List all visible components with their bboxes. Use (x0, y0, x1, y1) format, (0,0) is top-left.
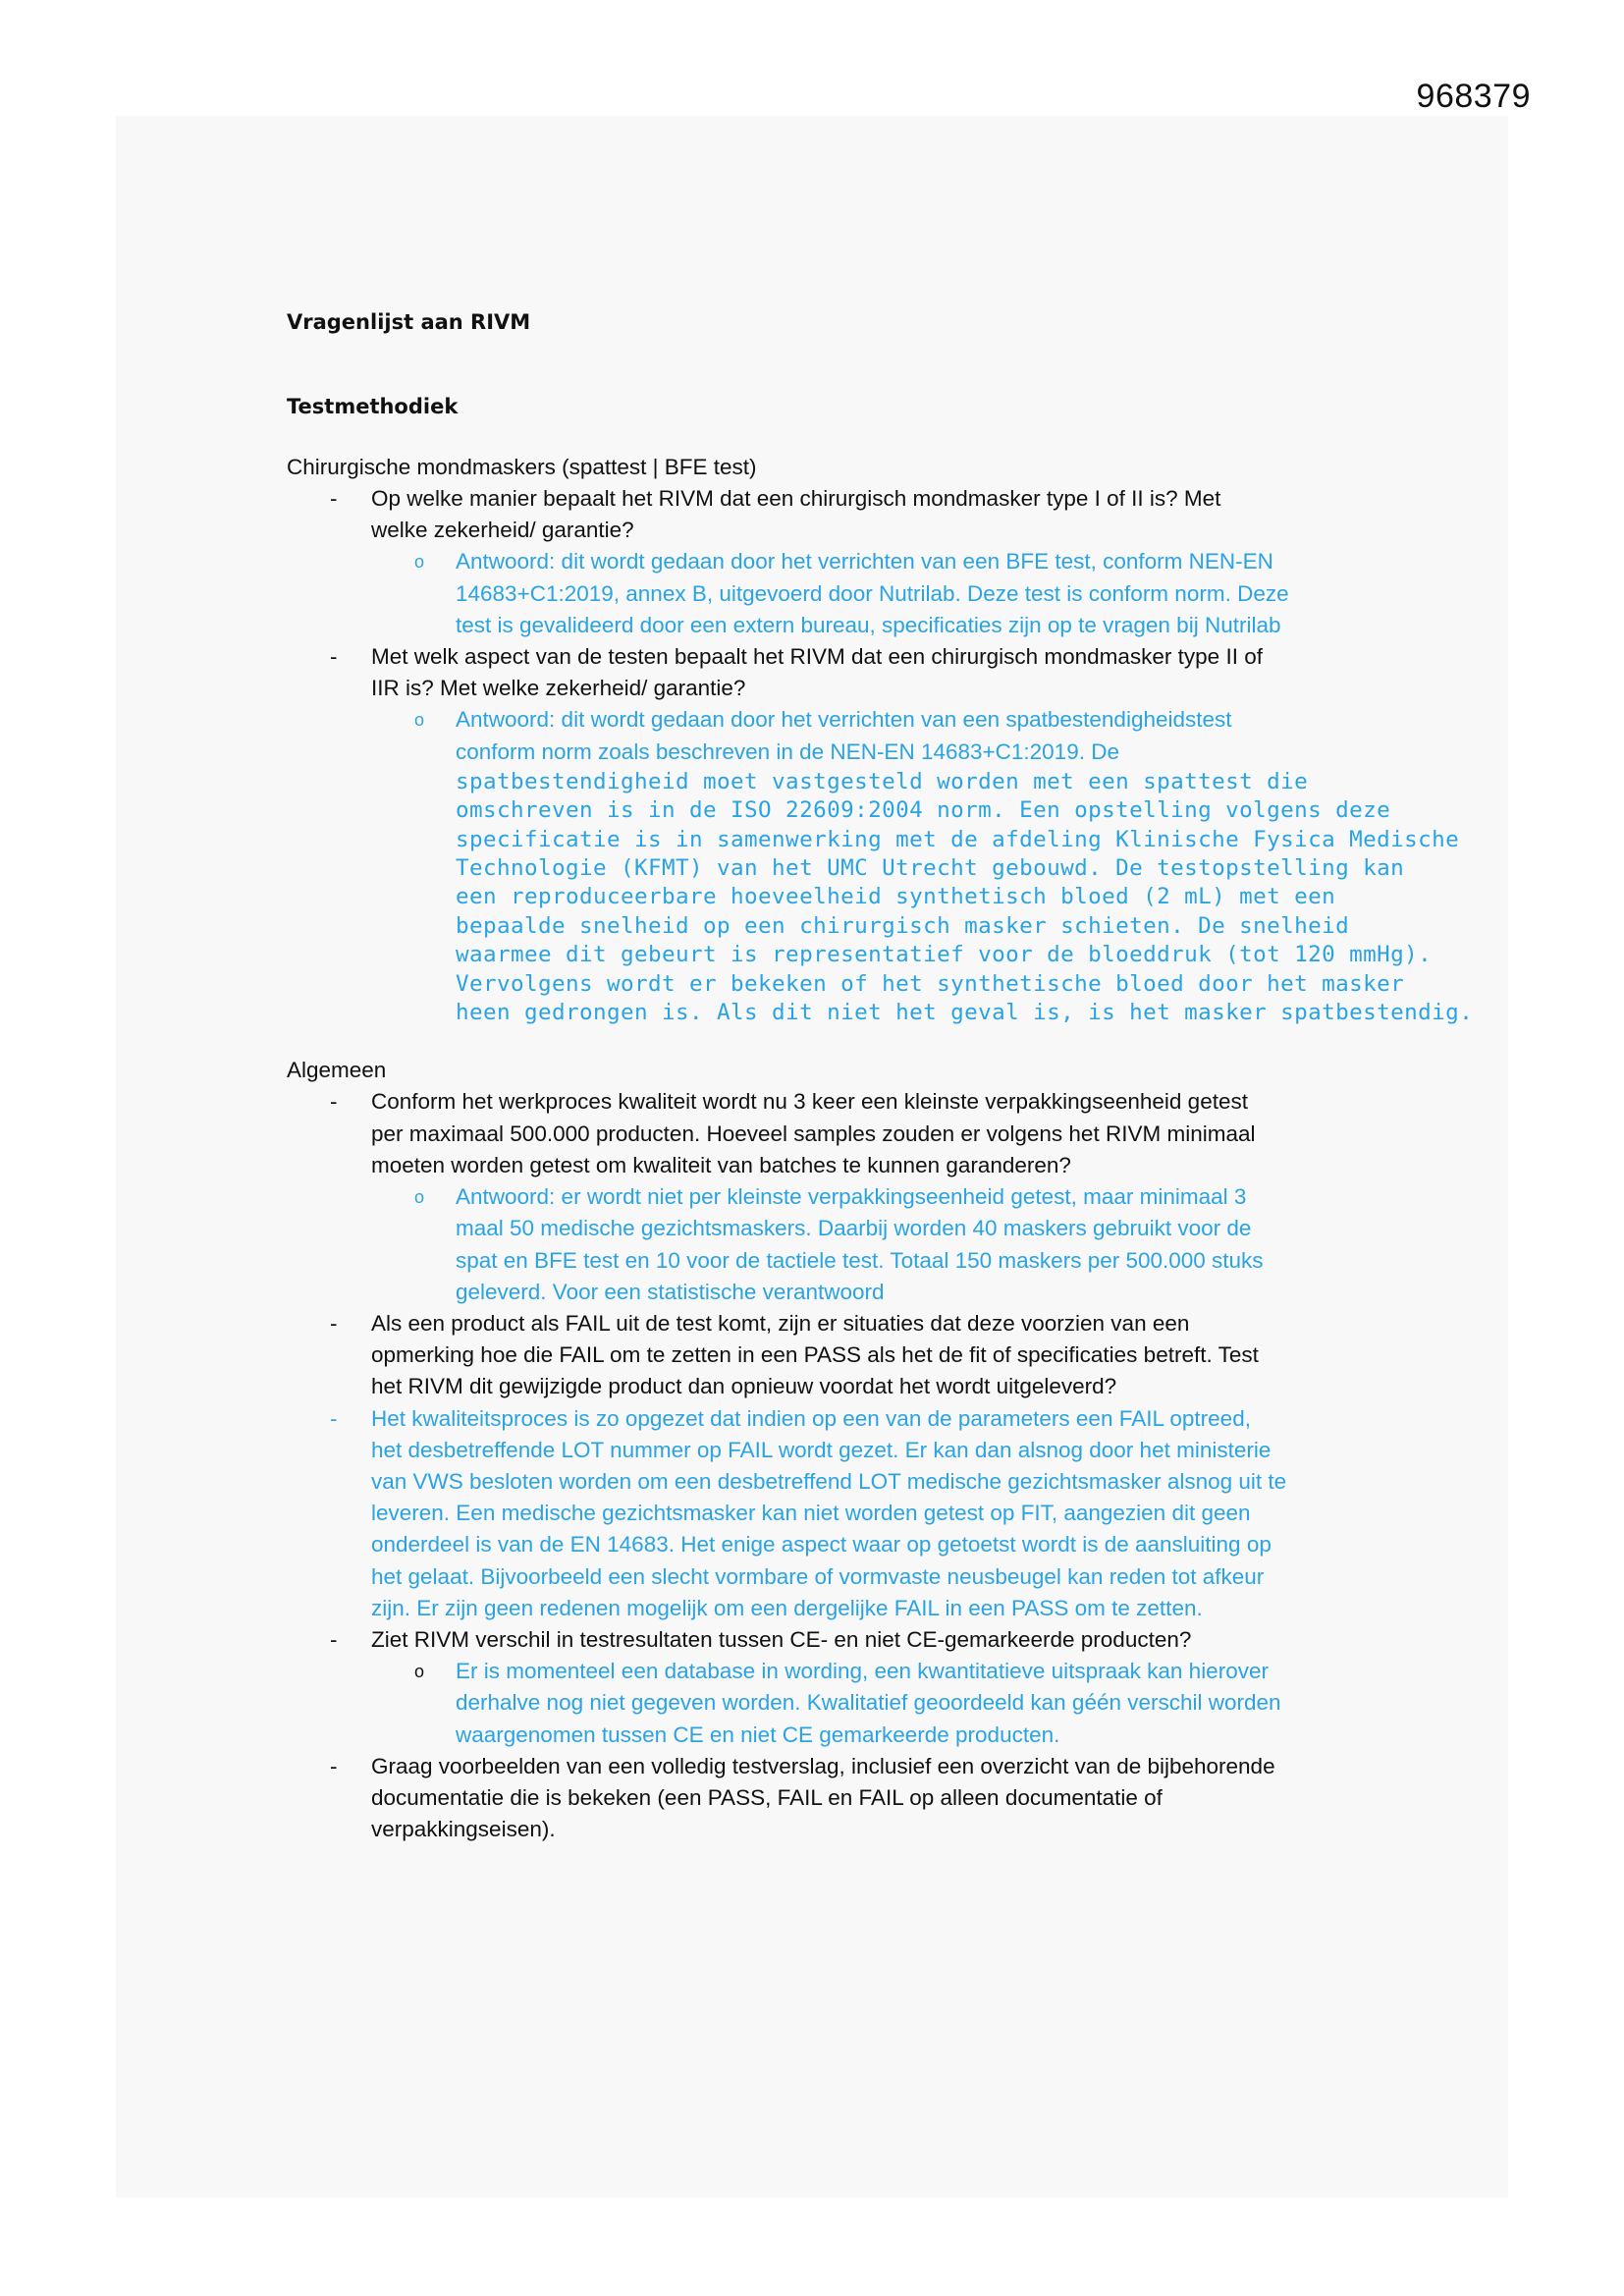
answer-line: onderdeel is van de EN 14683. Het enige aspect waar op getoetst wordt is de aansluiting op (371, 1532, 1272, 1558)
answer-line: derhalve nog niet gegeven worden. Kwalitatief geoordeeld kan géén verschil worden (456, 1690, 1281, 1716)
hollow-bullet-icon: o (414, 710, 425, 731)
answer-4 (287, 1403, 1357, 1624)
answer-1 (287, 546, 1357, 641)
answer-line: leveren. Een medische gezichtsmasker kan niet worden getest op FIT, aangezien dit geen (371, 1501, 1251, 1526)
dash-marker: - (330, 486, 338, 511)
dash-marker: - (330, 1626, 338, 1652)
document-id: 968379 (1416, 78, 1531, 115)
answer-line: van VWS besloten worden om een desbetreffend LOT medische gezichtsmasker alsnog uit te (371, 1468, 1287, 1494)
answer-line: zijn. Er zijn geen redenen mogelijk om een dergelijke FAIL in een PASS om te zetten. (371, 1595, 1203, 1620)
question-line: Conform het werkproces kwaliteit wordt nu 3 keer een kleinste verpakkingseenheid getest (371, 1089, 1248, 1115)
answer-line: Antwoord: er wordt niet per kleinste verpakkingseenheid getest, maar minimaal 3 (456, 1184, 1247, 1210)
question-line: Op welke manier bepaalt het RIVM dat een chirurgisch mondmasker type I of II is? Met (371, 486, 1221, 511)
answer-line: Vervolgens wordt er bekeken of het synthetische bloed door het masker (456, 970, 1405, 997)
hollow-bullet-icon: o (414, 1662, 425, 1682)
dash-marker: - (330, 1310, 338, 1336)
answer-line: heen gedrongen is. Als dit niet het geval is, is het masker spatbestendig. (456, 1000, 1474, 1026)
document-title: Vragenlijst aan RIVM (287, 310, 531, 334)
answer-line: specificatie is in samenwerking met de afdeling Klinische Fysica Medische (456, 826, 1460, 852)
question-line: Als een product als FAIL uit de test komt, zijn er situaties dat deze voorzien van een (371, 1310, 1190, 1336)
section-title-testmethodiek: Testmethodiek (287, 395, 459, 418)
dash-marker: - (330, 1405, 338, 1431)
hollow-bullet-icon: o (414, 552, 425, 573)
section-heading-chirurgische-mondmaskers: Chirurgische mondmaskers (spattest | BFE test) (287, 455, 757, 479)
answer-line: Het kwaliteitsproces is zo opgezet dat indien op een van de parameters een FAIL optreed, (371, 1405, 1251, 1431)
question-6 (287, 1751, 1357, 1846)
dash-marker: - (330, 1089, 338, 1115)
question-line: per maximaal 500.000 producten. Hoeveel samples zouden er volgens het RIVM minimaal (371, 1121, 1256, 1146)
dash-marker: - (330, 644, 338, 670)
question-2 (287, 641, 1357, 704)
section-heading-algemeen: Algemeen (287, 1058, 387, 1083)
answer-line: Er is momenteel een database in wording, een kwantitatieve uitspraak kan hierover (456, 1659, 1269, 1684)
answer-5 (287, 1656, 1357, 1751)
answer-line: conform norm zoals beschreven in de NEN-EN 14683+C1:2019. De (456, 738, 1119, 764)
answer-line: omschreven is in de ISO 22609:2004 norm. Een opstelling volgens deze (456, 797, 1391, 824)
answer-line: het desbetreffende LOT nummer op FAIL wordt gezet. Er kan dan alsnog door het ministerie (371, 1437, 1272, 1462)
question-5 (287, 1624, 1357, 1656)
question-line: moeten worden getest om kwaliteit van batches te kunnen garanderen? (371, 1152, 1071, 1177)
answer-line: test is gevalideerd door een extern bureau, specificaties zijn op te vragen bij Nutrilab (456, 612, 1281, 637)
answer-line: geleverd. Voor een statistische verantwoord (456, 1279, 885, 1304)
question-3 (287, 1086, 1357, 1181)
document-body (287, 306, 1474, 1845)
answer-line: waargenomen tussen CE en niet CE gemarkeerde producten. (456, 1722, 1060, 1747)
question-line: Ziet RIVM verschil in testresultaten tussen CE- en niet CE-gemarkeerde producten? (371, 1626, 1192, 1652)
question-line: verpakkingseisen). (371, 1817, 556, 1842)
answer-2-detail (287, 768, 1474, 1028)
answer-3 (287, 1181, 1357, 1308)
dash-marker: - (330, 1753, 338, 1778)
answer-line: maal 50 medische gezichtsmaskers. Daarbij worden 40 maskers gebruikt voor de (456, 1216, 1252, 1241)
answer-line: een reproduceerbare hoeveelheid synthetisch bloed (2 mL) met een (456, 884, 1336, 910)
answer-line: waarmee dit gebeurt is representatief voor de bloeddruk (tot 120 mmHg). (456, 942, 1433, 968)
answer-line: Technologie (KFMT) van het UMC Utrecht gebouwd. De testopstelling kan (456, 855, 1405, 882)
answer-2-intro (287, 704, 1357, 767)
answer-line: spat en BFE test en 10 voor de tactiele test. Totaal 150 maskers per 500.000 stuks (456, 1247, 1264, 1273)
question-line: Met welk aspect van de testen bepaalt het RIVM dat een chirurgisch mondmasker type II of (371, 644, 1263, 670)
question-line: IIR is? Met welke zekerheid/ garantie? (371, 676, 746, 701)
question-line: opmerking hoe die FAIL om te zetten in een PASS als het de fit of specificaties betreft. Test (371, 1342, 1259, 1368)
question-line: documentatie die is bekeken (een PASS, FAIL en FAIL op alleen documentatie of (371, 1784, 1163, 1810)
answer-line: bepaalde snelheid op een chirurgisch masker schieten. De snelheid (456, 912, 1350, 939)
question-line: het RIVM dit gewijzigde product dan opnieuw voordat het wordt uitgeleverd? (371, 1374, 1117, 1399)
answer-line: spatbestendigheid moet vastgesteld worden met een spattest die (456, 768, 1309, 794)
answer-line: 14683+C1:2019, annex B, uitgevoerd door Nutrilab. Deze test is conform norm. Deze (456, 580, 1289, 606)
hollow-bullet-icon: o (414, 1187, 425, 1208)
question-line: Graag voorbeelden van een volledig testverslag, inclusief een overzicht van de bijbehorende (371, 1753, 1275, 1778)
answer-line: Antwoord: dit wordt gedaan door het verrichten van een spatbestendigheidstest (456, 707, 1232, 733)
question-4 (287, 1308, 1357, 1403)
answer-line: het gelaat. Bijvoorbeeld een slecht vormbare of vormvaste neusbeugel kan reden tot afkeur (371, 1563, 1265, 1589)
question-line: welke zekerheid/ garantie? (371, 518, 634, 543)
answer-line: Antwoord: dit wordt gedaan door het verrichten van een BFE test, conform NEN-EN (456, 549, 1273, 574)
question-1 (287, 483, 1357, 546)
